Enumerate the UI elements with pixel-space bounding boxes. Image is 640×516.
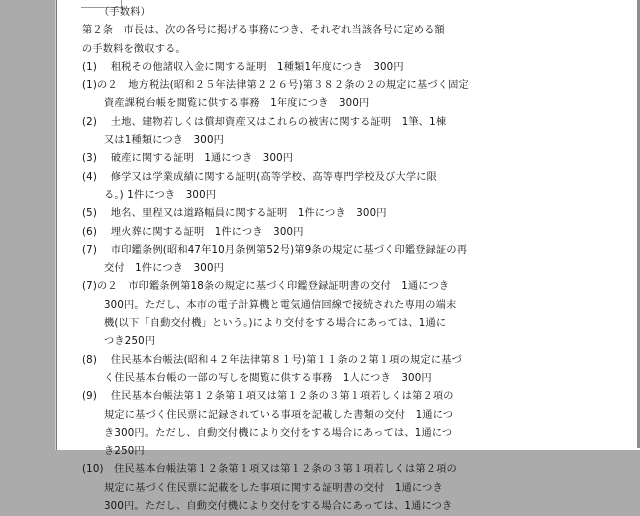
text-line: の手数料を徴収する。	[82, 43, 186, 55]
text-line: 資産課税台帳を閲覧に供する事務 1年度につき 300円	[104, 98, 370, 110]
text-line: 規定に基づく住民票に記載をした事項に関する証明書の交付 1通につき	[104, 482, 443, 494]
text-line: (4) 修学又は学業成績に関する証明(高等学校、高等専門学校及び大学に限	[82, 171, 438, 183]
text-line: (5) 地名、里程又は道路幅員に関する証明 1件につき 300円	[82, 208, 387, 220]
text-line: (3) 破産に関する証明 1通につき 300円	[82, 153, 294, 165]
text-line: き300円。ただし、自動交付機により交付をする場合にあっては、1通につ	[104, 427, 453, 439]
text-line: (1)の２ 地方税法(昭和２５年法律第２２６号)第３８２条の２の規定に基づく固定	[82, 80, 469, 92]
text-line: き250円	[104, 446, 145, 458]
text-line: く住民基本台帳の一部の写しを閲覧に供する事務 1人につき 300円	[104, 372, 432, 384]
text-line: 規定に基づく住民票に記録されている事項を記載した書類の交付 1通につ	[104, 409, 454, 421]
text-line: 機(以下「自動交付機」という。)により交付をする場合にあっては、1通に	[104, 318, 447, 330]
text-line: 300円。ただし、自動交付機により交付をする場合にあっては、1通につき	[104, 501, 453, 513]
section-heading: （手数料）	[99, 7, 151, 18]
text-line: 300円。ただし、本市の電子計算機と電気通信回線で接続された専用の端末	[104, 299, 457, 311]
text-line: (7)の２ 市印鑑条例第18条の規定に基づく印鑑登録証明書の交付 1通につき	[82, 281, 450, 293]
text-line: (6) 埋火葬に関する証明 1件につき 300円	[82, 226, 304, 238]
text-line: (8) 住民基本台帳法(昭和４２年法律第８１号)第１１条の２第１項の規定に基づ	[82, 354, 462, 366]
text-line: 交付 1件につき 300円	[104, 263, 225, 275]
text-line: つき250円	[104, 336, 156, 348]
text-line: (1) 租税その他諸収入金に関する証明 1種類1年度につき 300円	[82, 61, 404, 73]
text-line: 第２条 市長は、次の各号に掲げる事務につき、それぞれ当該各号に定める額	[82, 25, 445, 37]
text-line: (7) 市印鑑条例(昭和47年10月条例第52号)第9条の規定に基づく印鑑登録証の再	[82, 244, 468, 256]
document-body	[82, 4, 612, 516]
text-line: 又は1種類につき 300円	[104, 135, 225, 147]
text-line: (9) 住民基本台帳法第１２条第１項又は第１２条の３第１項若しくは第２項の	[82, 391, 454, 403]
document-page	[56, 0, 640, 513]
text-line: (2) 土地、建物若しくは償却資産又はこれらの被害に関する証明 1筆、1棟	[82, 116, 447, 128]
text-line: る。) 1件につき 300円	[104, 189, 217, 201]
text-line: (10) 住民基本台帳法第１２条第１項又は第１２条の３第１項若しくは第２項の	[82, 464, 457, 476]
